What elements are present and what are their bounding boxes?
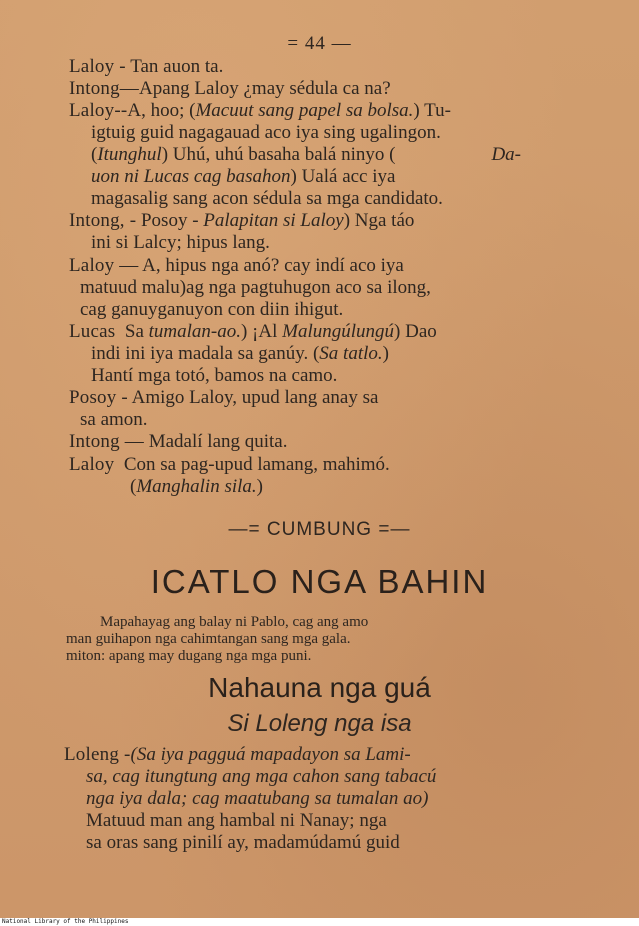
dialogue-line: (Itunghul) Uhú, uhú basaha balá ninyo ( Da- [91, 144, 521, 165]
stage-direction-line: miton: apang may dugang nga mga puni. [66, 648, 312, 664]
dialogue-line: Intong—Apang Laloy ¿may sédula ca na? [69, 78, 391, 99]
dialogue-line: cag ganuyganuyon con diin ihigut. [80, 299, 344, 320]
dialogue-line: matuud malu)ag nga pagtuhugon aco sa ilong, [80, 277, 431, 298]
loleng-line: sa oras sang pinilí ay, madamúdamú guid [86, 832, 400, 853]
scene-title: Nahauna nga guá [208, 672, 431, 703]
dialogue-line: Laloy — A, hipus nga anó? cay indí aco iya [69, 255, 404, 276]
page-number: = 44 — [287, 33, 352, 54]
act-title: ICATLO NGA BAHIN [150, 563, 489, 600]
dialogue-line: uon ni Lucas cag basahon) Ualá acc iya [91, 166, 396, 187]
loleng-line: Matuud man ang hambal ni Nanay; nga [86, 810, 387, 831]
library-footer: National Library of the Philippines [2, 918, 129, 925]
dialogue-line: indi ini iya madala sa ganúy. (Sa tatlo.) [91, 343, 389, 364]
scene-subtitle: Si Loleng nga isa [227, 710, 412, 737]
dialogue-line: sa amon. [80, 409, 148, 430]
dialogue-line: Hantí mga totó, bamos na camo. [91, 365, 338, 386]
dialogue-line: Laloy - Tan auon ta. [69, 56, 224, 77]
stage-direction-line: man guihapon nga cahimtangan sang mga gala. [66, 631, 351, 647]
dialogue-line: Intong — Madalí lang quita. [69, 431, 288, 452]
dialogue-line: igtuig guid nagagauad aco iya sing ugalingon. [91, 122, 441, 143]
dialogue-line: magasalig sang acon sédula sa mga candidato. [91, 188, 443, 209]
loleng-direction: nga iya dala; cag maatubang sa tumalan ao) [86, 788, 429, 809]
dialogue-line: (Manghalin sila.) [130, 476, 263, 497]
dialogue-line: Laloy Con sa pag-upud lamang, mahimó. [69, 454, 390, 475]
dialogue-line: Laloy--A, hoo; (Macuut sang papel sa bolsa.) Tu- [69, 100, 451, 121]
stage-direction-line: Mapahayag ang balay ni Pablo, cag ang amo [100, 614, 369, 630]
dialogue-line: Lucas Sa tumalan-ao.) ¡Al Malungúlungú) Dao [69, 321, 437, 342]
dialogue-line: Posoy - Amigo Laloy, upud lang anay sa [69, 387, 379, 408]
curtain-heading: —= CUMBUNG =— [228, 519, 411, 540]
dialogue-line: Intong, - Posoy - Palapitan si Laloy) Nga táo [69, 210, 415, 231]
loleng-line: Loleng -(Sa iya pagguá mapadayon sa Lami- [64, 744, 411, 765]
loleng-direction: sa, cag itungtung ang mga cahon sang tabacú [86, 766, 437, 787]
dialogue-line: ini si Lalcy; hipus lang. [91, 232, 270, 253]
